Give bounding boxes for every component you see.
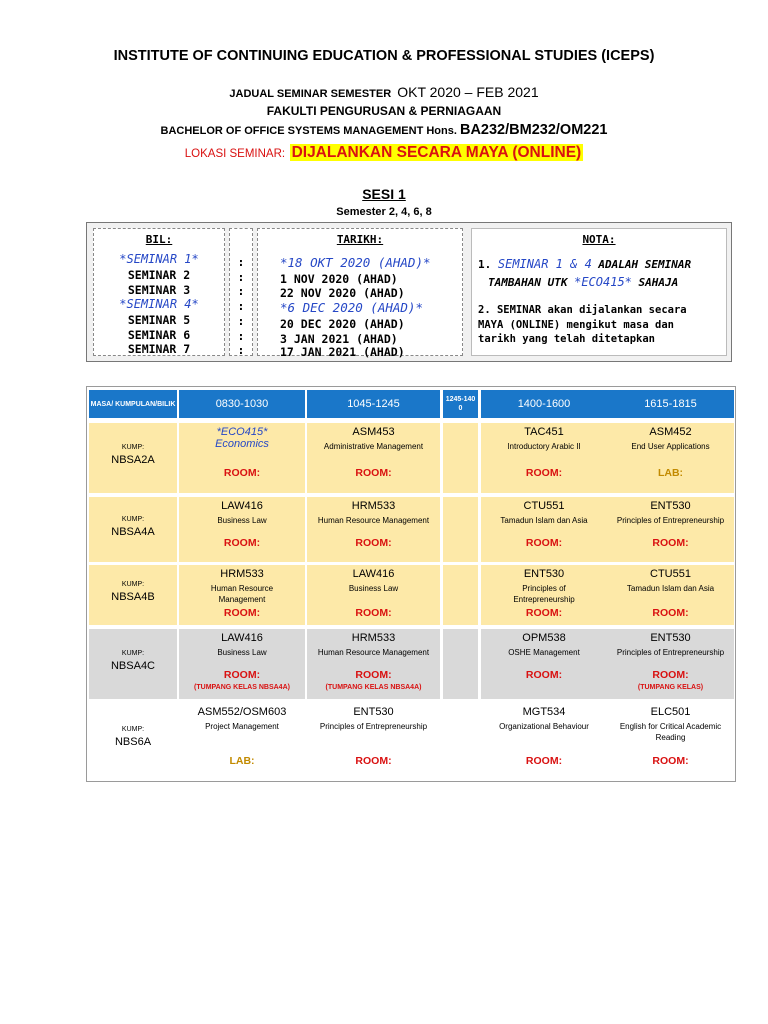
room-label: ROOM: xyxy=(355,669,392,681)
seminar-5: SEMINAR 5 xyxy=(127,313,191,327)
course-cell xyxy=(481,497,607,562)
group-cell xyxy=(89,629,177,699)
tumpang-note: (TUMPANG KELAS NBSA4A) xyxy=(325,684,422,691)
lab-label: LAB: xyxy=(229,755,255,767)
lunch-break-cell xyxy=(443,497,478,562)
course-cell xyxy=(179,497,305,562)
lunch-break-cell xyxy=(443,423,478,493)
group-cell xyxy=(89,497,177,562)
course-code: ASM552/OSM603 xyxy=(197,706,287,718)
course-name: Organizational Behaviour xyxy=(499,722,589,731)
room-label: ROOM: xyxy=(652,669,689,681)
room-label: ROOM: xyxy=(652,755,689,767)
tarikh-header: TARIKH: xyxy=(336,233,384,246)
course-cell xyxy=(607,703,734,777)
colon: : xyxy=(237,343,245,357)
group-name: NBSA4C xyxy=(110,660,156,672)
course-code: CTU551 xyxy=(523,500,565,512)
date-6: 3 JAN 2021 (AHAD) xyxy=(280,332,398,346)
room-label: ROOM: xyxy=(525,755,563,767)
program-prefix: BACHELOR OF OFFICE SYSTEMS MANAGEMENT Hons. xyxy=(160,125,457,137)
course-code: ASM453 xyxy=(352,426,395,438)
course-cell xyxy=(307,703,440,777)
date-4: *6 DEC 2020 (AHAD)* xyxy=(280,300,423,315)
note-1-line-1: 1. SEMINAR 1 & 4 ADALAH SEMINAR xyxy=(478,257,692,271)
course-code: ASM452 xyxy=(649,426,692,438)
course-cell xyxy=(481,565,607,625)
room-label: ROOM: xyxy=(525,669,563,681)
lunch-break-cell xyxy=(443,565,478,625)
course-code: HRM533 xyxy=(351,632,396,644)
note-1-line-2: TAMBAHAN UTK *ECO415* SAHAJA xyxy=(488,275,679,289)
course-code: OPM538 xyxy=(522,632,566,644)
course-name: Tamadun Islam dan Asia xyxy=(626,584,715,593)
lab-label: LAB: xyxy=(657,467,684,479)
room-label: ROOM: xyxy=(652,607,689,619)
group-name: NBSA4B xyxy=(111,591,155,603)
course-code: ENT530 xyxy=(650,632,691,644)
room-label: ROOM: xyxy=(223,467,261,479)
date-2: 1 NOV 2020 (AHAD) xyxy=(280,272,398,286)
tumpang-note: (TUMPANG KELAS NBSA4A) xyxy=(194,684,290,691)
course-name: OSHE Management xyxy=(508,648,580,657)
course-cell xyxy=(307,423,440,493)
course-cell xyxy=(481,629,607,699)
colon-column xyxy=(229,228,253,356)
course-name: Principles of Entrepreneurship xyxy=(616,648,725,657)
course-code: LAW416 xyxy=(352,568,395,580)
room-label: ROOM: xyxy=(525,537,563,549)
course-name: Business Law xyxy=(217,648,267,657)
program-line xyxy=(0,122,768,138)
course-cell xyxy=(179,629,305,699)
date-7: 17 JAN 2021 (AHAD) xyxy=(280,345,405,359)
group-name: NBSA2A xyxy=(111,454,155,466)
tumpang-note: (TUMPANG KELAS) xyxy=(637,684,704,691)
date-1: *18 OKT 2020 (AHAD)* xyxy=(280,255,431,270)
sesi-text: SESI 1 xyxy=(362,186,406,202)
course-name: End User Applications xyxy=(631,442,710,451)
course-cell xyxy=(607,423,734,493)
jadual-prefix: JADUAL SEMINAR SEMESTER xyxy=(229,88,392,100)
nota-column xyxy=(471,228,727,356)
course-name: Tamadun Islam dan Asia xyxy=(500,516,588,525)
course-name: Introductory Arabic II xyxy=(507,442,581,451)
room-label: ROOM: xyxy=(355,607,392,619)
colon: : xyxy=(237,255,245,269)
course-name: English for Critical Academic Reading xyxy=(619,722,722,742)
room-label: ROOM: xyxy=(525,467,563,479)
nota-header: NOTA: xyxy=(582,233,616,246)
course-name: Principles of Entrepreneurship xyxy=(319,722,428,731)
group-name: NBSA4A xyxy=(111,525,155,538)
room-label: ROOM: xyxy=(223,607,261,619)
timetable xyxy=(86,386,736,782)
room-label: ROOM: xyxy=(652,537,689,549)
colon: : xyxy=(237,314,245,328)
course-code: MGT534 xyxy=(522,706,566,718)
time-slot-header: 1400-1600 xyxy=(481,390,607,418)
time-slot-header: 1615-1815 xyxy=(607,390,734,418)
course-cell xyxy=(307,565,440,625)
course-code: TAC451 xyxy=(524,426,564,438)
kump-label: KUMP: xyxy=(121,650,145,657)
course-cell xyxy=(179,423,305,493)
lokasi-value: DIJALANKAN SECARA MAYA (ONLINE) xyxy=(291,144,582,161)
note-2-line-2: MAYA (ONLINE) mengikut masa dan xyxy=(478,319,674,331)
colon: : xyxy=(237,299,245,313)
room-label: ROOM: xyxy=(223,669,261,681)
course-cell xyxy=(307,629,440,699)
seminar-3: SEMINAR 3 xyxy=(127,283,191,297)
course-name: Human Resource Management xyxy=(210,584,274,604)
note-2-line-1: 2. SEMINAR akan dijalankan secara xyxy=(478,304,687,316)
course-name: Administrative Management xyxy=(323,442,424,451)
sesi-title xyxy=(0,186,768,202)
room-label: ROOM: xyxy=(355,755,392,767)
lokasi-line xyxy=(0,144,768,162)
kump-label: KUMP: xyxy=(121,444,145,451)
room-label: ROOM: xyxy=(223,537,261,549)
colon: : xyxy=(237,284,245,298)
seminar-2: SEMINAR 2 xyxy=(127,268,191,282)
course-name: Business Law xyxy=(348,584,399,593)
course-code: HRM533 xyxy=(220,568,264,580)
kump-label: KUMP: xyxy=(121,581,145,588)
room-label: ROOM: xyxy=(355,537,392,549)
course-code: ENT530 xyxy=(650,500,691,512)
semester-line: Semester 2, 4, 6, 8 xyxy=(336,206,432,218)
course-code: HRM533 xyxy=(351,500,396,512)
note-2-line-3: tarikh yang telah ditetapkan xyxy=(478,333,656,345)
bil-column xyxy=(93,228,225,356)
faculty-line: FAKULTI PENGURUSAN & PERNIAGAAN xyxy=(266,104,502,118)
course-name: Principles of Entrepreneurship xyxy=(616,516,725,525)
course-cell xyxy=(179,703,305,777)
course-name: Human Resource Management xyxy=(317,516,430,525)
group-name: NBS6A xyxy=(114,736,152,748)
course-cell xyxy=(607,565,734,625)
kump-label: KUMP: xyxy=(121,515,145,523)
course-name: Principles of Entrepreneurship xyxy=(513,584,575,604)
date-5: 20 DEC 2020 (AHAD) xyxy=(280,317,405,331)
course-name: Economics xyxy=(215,438,269,450)
lokasi-label: LOKASI SEMINAR: xyxy=(184,148,286,160)
course-cell xyxy=(481,703,607,777)
room-label: ROOM: xyxy=(525,607,563,619)
course-code: ENT530 xyxy=(353,706,394,718)
institute-title: INSTITUTE OF CONTINUING EDUCATION & PROFESSIONAL STUDIES (ICEPS) xyxy=(113,48,655,64)
course-code: LAW416 xyxy=(221,500,263,512)
course-code: ELC501 xyxy=(650,706,691,718)
seminar-4: *SEMINAR 4* xyxy=(119,297,199,311)
tarikh-column xyxy=(257,228,463,359)
seminar-6: SEMINAR 6 xyxy=(127,328,191,342)
time-slot-header: 1245-1400 xyxy=(443,390,478,418)
date-3: 22 NOV 2020 (AHAD) xyxy=(280,286,405,300)
seminar-schedule-box xyxy=(86,222,732,362)
course-name: Project Management xyxy=(205,722,279,731)
course-cell xyxy=(179,565,305,625)
room-label: ROOM: xyxy=(355,467,392,479)
course-name: Human Resource Management xyxy=(317,648,430,657)
course-code: *ECO415* xyxy=(216,426,268,438)
course-code: LAW416 xyxy=(221,632,263,644)
time-slot-header: 1045-1245 xyxy=(307,390,440,418)
colon: : xyxy=(237,329,245,343)
course-name: Business Law xyxy=(217,516,267,525)
course-cell xyxy=(481,423,607,493)
course-cell xyxy=(607,497,734,562)
seminar-7: SEMINAR 7 xyxy=(127,342,191,356)
group-cell xyxy=(89,703,177,777)
seminar-1: *SEMINAR 1* xyxy=(119,252,199,266)
colon: : xyxy=(237,270,245,284)
lunch-break-cell xyxy=(443,629,478,699)
group-cell xyxy=(89,423,177,493)
course-code: ENT530 xyxy=(523,568,565,580)
jadual-line xyxy=(0,84,768,100)
program-codes: BA232/BM232/OM221 xyxy=(459,122,608,138)
course-cell xyxy=(307,497,440,562)
time-slot-header: 0830-1030 xyxy=(179,390,305,418)
course-cell xyxy=(607,629,734,699)
bil-header: BIL: xyxy=(145,233,173,246)
lunch-break-cell xyxy=(443,703,478,777)
kump-label: KUMP: xyxy=(121,726,145,733)
group-cell xyxy=(89,565,177,625)
jadual-semester: OKT 2020 – FEB 2021 xyxy=(397,84,539,100)
course-code: CTU551 xyxy=(650,568,691,580)
corner-header: MASA/ KUMPULAN/BILIK xyxy=(89,390,177,418)
